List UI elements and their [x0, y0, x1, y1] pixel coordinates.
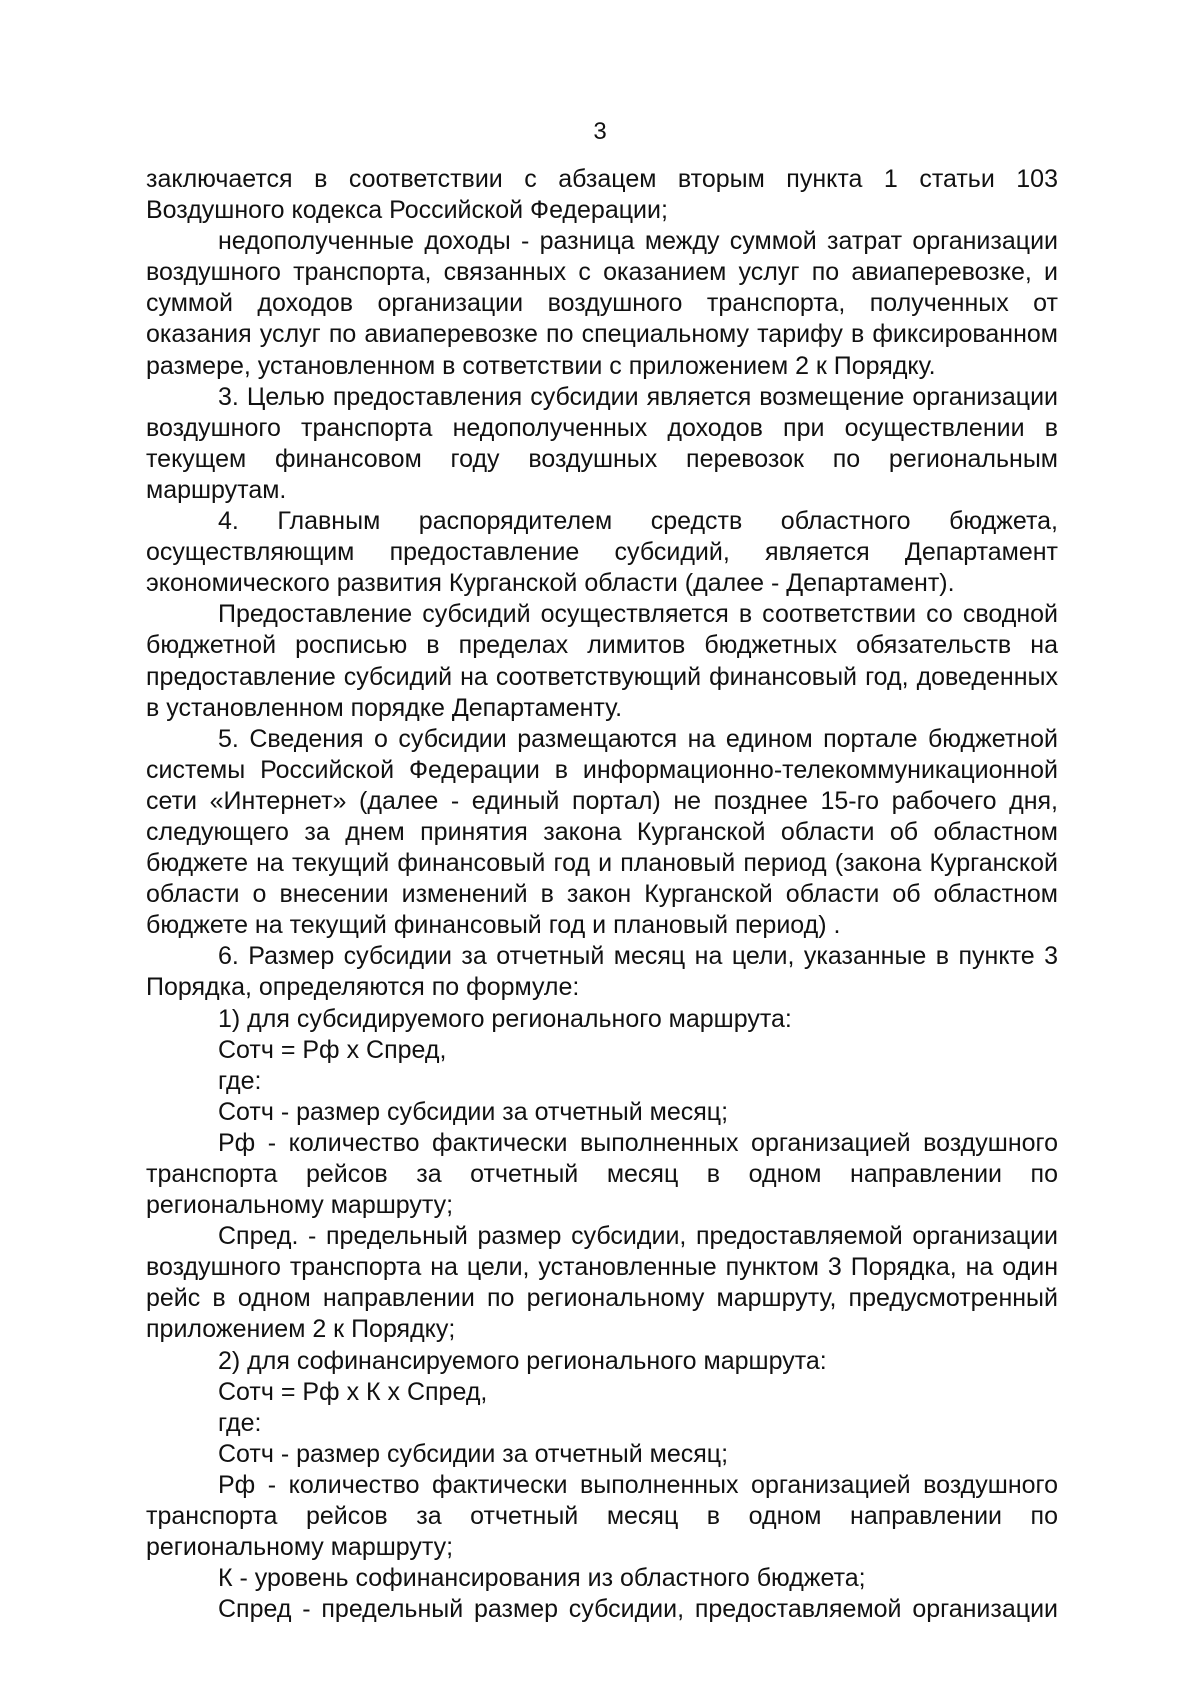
paragraph: К - уровень софинансирования из областного бюджета; — [218, 1564, 866, 1593]
paragraph: Сотч - размер субсидии за отчетный месяц; — [218, 1097, 729, 1126]
paragraph: заключается в соответствии с абзацем вторым пункта 1 статьи 103 Воздушного кодекса Российской Федерации; — [146, 165, 1058, 225]
paragraph: 5. Сведения о субсидии размещаются на едином портале бюджетной системы Российской Федерации в информационно-телекоммуникационной сети «Интернет» (далее - единый портал) не позднее 15-го рабочего дня, следующего за днем принятия закона Курганской области об областном бюджете на текущий финансовый год и плановый период (закона Курганской области о внесении изменений в закон Курганской области об областном бюджете на текущий финансовый год и плановый период) . — [146, 724, 1058, 940]
paragraph: где: — [218, 1066, 262, 1095]
document-body — [146, 164, 1058, 1625]
paragraph: 6. Размер субсидии за отчетный месяц на цели, указанные в пункте 3 Порядка, определяются по формуле: — [146, 942, 1058, 1002]
paragraph: 2) для софинансируемого регионального маршрута: — [218, 1346, 827, 1375]
paragraph: 4. Главным распорядителем средств областного бюджета, осуществляющим предоставление субсидий, является Департамент экономического развития Курганской области (далее - Департамент). — [146, 507, 1058, 598]
paragraph: Сотч = Рф х Спред, — [218, 1035, 447, 1064]
paragraph: Спред. - предельный размер субсидии, предоставляемой организации воздушного транспорта на цели, установленные пунктом 3 Порядка, на один рейс в одном направлении по региональному маршруту, предусмотренный приложением 2 к Порядку; — [146, 1222, 1058, 1344]
paragraph: Рф - количество фактически выполненных организацией воздушного транспорта рейсов за отчетный месяц в одном направлении по региональному маршруту; — [146, 1470, 1058, 1562]
paragraph: Сотч - размер субсидии за отчетный месяц; — [218, 1439, 729, 1468]
page-number: 3 — [593, 118, 607, 145]
paragraph: Спред - предельный размер субсидии, предоставляемой организации — [218, 1595, 1058, 1624]
paragraph: 3. Целью предоставления субсидии является возмещение организации воздушного транспорта недополученных доходов при осуществлении в текущем финансовом году воздушных перевозок по региональным маршрутам. — [146, 382, 1058, 504]
paragraph: Предоставление субсидий осуществляется в соответствии со сводной бюджетной росписью в пределах лимитов бюджетных обязательств на предоставление субсидий на соответствующий финансовый год, доведенных в установленном порядке Департаменту. — [146, 600, 1058, 722]
paragraph: где: — [218, 1408, 262, 1437]
paragraph: Сотч = Рф х К х Спред, — [218, 1377, 488, 1406]
paragraph: недополученные доходы - разница между суммой затрат организации воздушного транспорта, связанных с оказанием услуг по авиаперевозке, и суммой доходов организации воздушного транспорта, полученных от оказания услуг по авиаперевозке по специальному тарифу в фиксированном размере, установленном в сответствии с приложением 2 к Порядку. — [146, 227, 1058, 380]
paragraph: Рф - количество фактически выполненных организацией воздушного транспорта рейсов за отчетный месяц в одном направлении по региональному маршруту; — [146, 1128, 1058, 1220]
paragraph: 1) для субсидируемого регионального маршрута: — [218, 1004, 792, 1033]
